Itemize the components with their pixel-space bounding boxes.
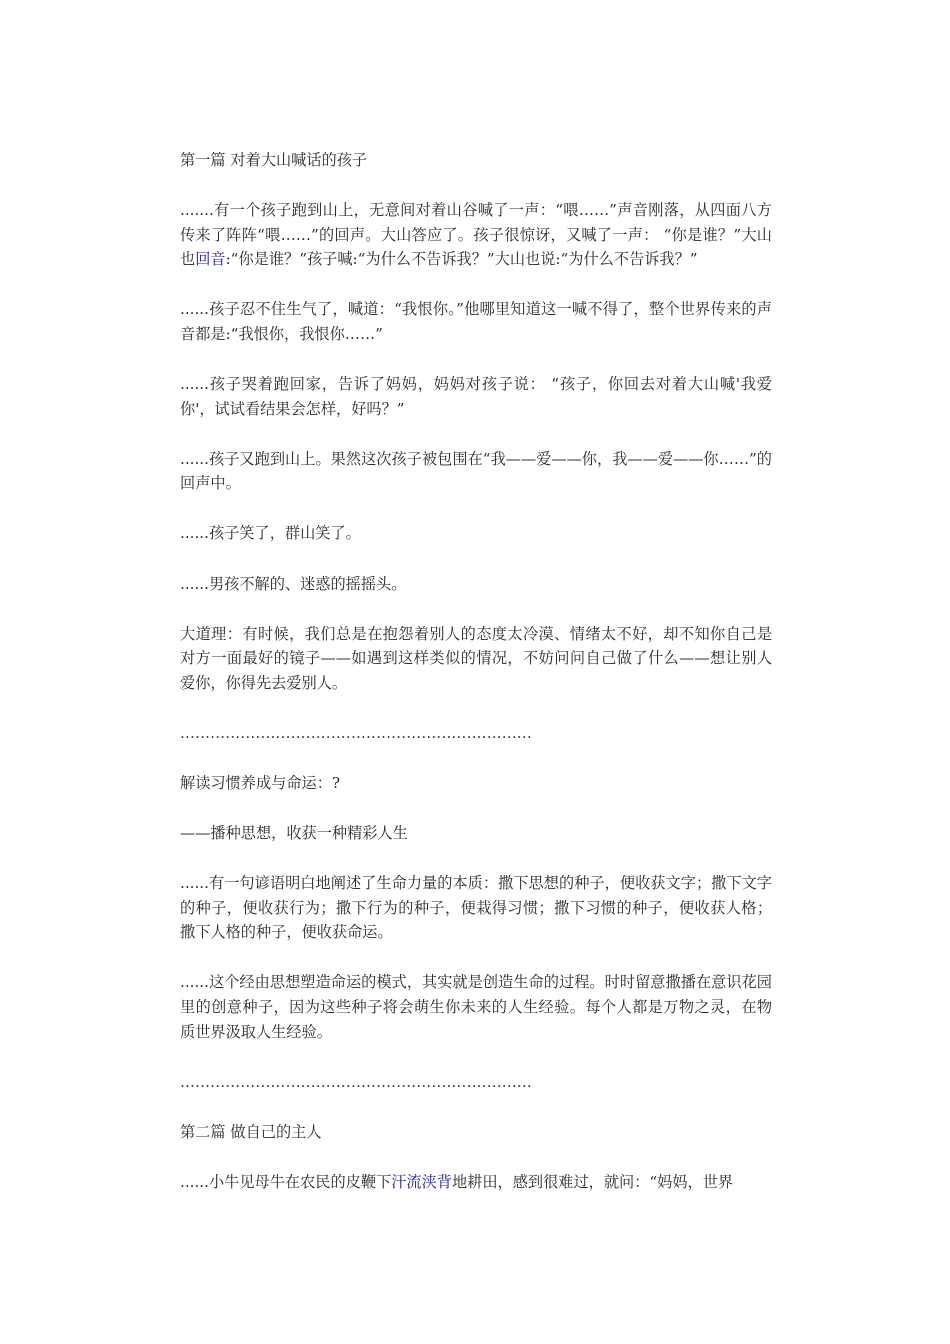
paragraph-text: .......有一个孩子跑到山上，无意间对着山谷喊了一声：“喂……”声音刚落，从四面八方传来了阵阵“喂……”的回声。大山答应了。孩子很惊讶，又喊了一声： “你是谁？”大山也 bbox=[180, 201, 772, 269]
chapter-title-2: 第二篇 做自己的主人 bbox=[180, 1122, 322, 1141]
paragraph-mother-advice: ......孩子哭着跑回家，告诉了妈妈，妈妈对孩子说： “孩子，你回去对着大山喊'我爱你'，试试看结果会怎样，好吗？” bbox=[180, 375, 772, 418]
paragraph-echo-intro bbox=[180, 198, 772, 272]
paragraph-text: ......小牛见母牛在农民的皮鞭下 bbox=[180, 1172, 392, 1191]
paragraph-text: 地耕田，感到很难过，就问：“妈妈，世界 bbox=[451, 1172, 734, 1191]
paragraph-angry: ......孩子忍不住生气了，喊道：“我恨你。”他哪里知道这一喊不得了，整个世界传来的声音都是:“我恨你，我恨你……” bbox=[180, 300, 772, 343]
paragraph-love-echo: ......孩子又跑到山上。果然这次孩子被包围在“我——爱——你，我——爱——你……”的回声中。 bbox=[180, 449, 772, 493]
link-echo[interactable]: 回音 bbox=[195, 250, 226, 269]
dotted-separator: ...................................................................... bbox=[180, 723, 532, 742]
paragraph-smile: ......孩子笑了，群山笑了。 bbox=[180, 524, 361, 543]
document-page bbox=[180, 148, 772, 1220]
paragraph-destiny: ......这个经由思想塑造命运的模式，其实就是创造生命的过程。时时留意撒播在意识花园里的创意种子，因为这些种子将会萌生你未来的人生经验。每个人都是万物之灵，在物质世界汲取人生经验。 bbox=[180, 973, 772, 1041]
paragraph-text: :“你是谁？”孩子喊:“为什么不告诉我？”大山也说:“为什么不告诉我？” bbox=[225, 250, 698, 269]
paragraph-proverb: ......有一句谚语明白地阐述了生命力量的本质：撒下思想的种子，便收获文字；撒下文字的种子，便收获行为；撒下行为的种子，便栽得习惯；撒下习惯的种子，便收获人格；撒下人格的种子，便收获命运。 bbox=[180, 874, 772, 942]
section-heading-habits: 解读习惯养成与命运：? bbox=[180, 774, 341, 792]
paragraph-calf bbox=[180, 1170, 772, 1195]
link-sweat[interactable]: 汗流浃背 bbox=[391, 1172, 452, 1191]
chapter-title-1: 第一篇 对着大山喊话的孩子 bbox=[180, 151, 368, 169]
paragraph-lesson: 大道理：有时候，我们总是在抱怨着别人的态度太冷漠、情绪太不好，却不知你自己是对方一面最好的镜子——如遇到这样类似的情况，不妨问问自己做了什么——想让别人爱你，你得先去爱别人。 bbox=[180, 624, 772, 692]
section-subheading: ——播种思想，收获一种精彩人生 bbox=[180, 824, 408, 843]
dotted-separator: ...................................................................... bbox=[180, 1072, 532, 1091]
paragraph-shake-head: ......男孩不解的、迷惑的摇摇头。 bbox=[180, 574, 407, 593]
